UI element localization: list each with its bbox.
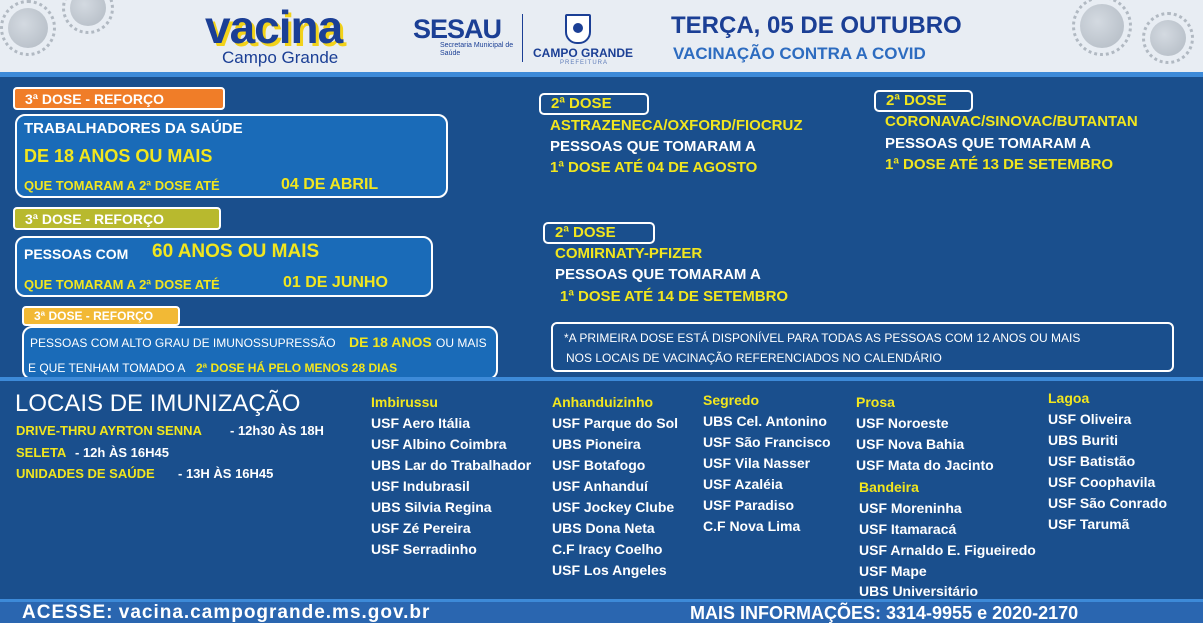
location-item: UBS Universitário bbox=[859, 583, 979, 599]
location-item: USF São Francisco bbox=[703, 434, 831, 450]
region-prosa: Prosa bbox=[856, 394, 895, 410]
location-item: UBS Buriti bbox=[1048, 432, 1118, 448]
notice-line-2: NOS LOCAIS DE VACINAÇÃO REFERENCIADOS NO CALENDÁRIO bbox=[566, 351, 942, 365]
astrazeneca-date: 1ª DOSE ATÉ 04 DE AGOSTO bbox=[550, 159, 758, 176]
region-lagoa: Lagoa bbox=[1048, 390, 1090, 406]
location-item: USF Batistão bbox=[1048, 453, 1136, 469]
location-item: USF Albino Coimbra bbox=[371, 436, 507, 452]
header bbox=[0, 0, 1203, 72]
divider-line bbox=[0, 72, 1203, 77]
unidades-label: UNIDADES DE SAÚDE bbox=[16, 466, 155, 481]
footer-website[interactable] bbox=[22, 602, 430, 624]
sixty-plus-label: PESSOAS COM bbox=[24, 246, 129, 262]
location-item: USF Mata do Jacinto bbox=[856, 457, 994, 473]
virus-icon bbox=[1080, 4, 1124, 48]
location-item: USF Tarumã bbox=[1048, 516, 1130, 532]
location-item: USF Indubrasil bbox=[371, 478, 470, 494]
immuno-age: DE 18 ANOS bbox=[349, 334, 432, 350]
reforco-tab-immunosuppressed: 3ª DOSE - REFORÇO bbox=[22, 306, 180, 326]
location-item: USF Azaléia bbox=[703, 476, 783, 492]
vacina-logo: vacina bbox=[205, 1, 343, 53]
city-name: CAMPO GRANDE bbox=[533, 46, 634, 60]
astrazeneca-people: PESSOAS QUE TOMARAM A bbox=[550, 138, 756, 155]
pfizer-people: PESSOAS QUE TOMARAM A bbox=[555, 266, 761, 283]
location-item: USF Aero Itália bbox=[371, 415, 471, 431]
immuno-label: PESSOAS COM ALTO GRAU DE IMUNOSSUPRESSÃO bbox=[30, 336, 336, 350]
astrazeneca-vaccine: ASTRAZENECA/OXFORD/FIOCRUZ bbox=[550, 117, 803, 134]
region-imbirussu: Imbirussu bbox=[371, 394, 438, 410]
footer-phone-info: MAIS INFORMAÇÕES: 3314-9955 e 2020-2170 bbox=[690, 603, 1079, 623]
location-item: C.F Iracy Coelho bbox=[552, 541, 663, 557]
location-item: USF Jockey Clube bbox=[552, 499, 675, 515]
location-item: USF São Conrado bbox=[1048, 495, 1168, 511]
pfizer-date: 1ª DOSE ATÉ 14 DE SETEMBRO bbox=[560, 288, 789, 305]
date-title: TERÇA, 05 DE OUTUBRO bbox=[671, 12, 962, 39]
seleta-hours: - 12h ÀS 16H45 bbox=[75, 445, 169, 460]
sixty-plus-age: 60 ANOS OU MAIS bbox=[152, 241, 320, 262]
health-workers-label: TRABALHADORES DA SAÚDE bbox=[24, 120, 243, 137]
location-item: USF Parque do Sol bbox=[552, 415, 679, 431]
sixty-plus-dose-date: 01 DE JUNHO bbox=[283, 274, 388, 291]
sesau-logo: SESAU bbox=[413, 14, 502, 44]
vacina-logo-city: Campo Grande bbox=[222, 48, 339, 67]
city-crest-icon bbox=[565, 14, 591, 44]
acesse-label: ACESSE: bbox=[22, 602, 114, 623]
health-workers-dose-label: QUE TOMARAM A 2ª DOSE ATÉ bbox=[24, 178, 220, 193]
immuno-dose-label: E QUE TENHAM TOMADO A bbox=[28, 361, 186, 375]
location-item: USF Zé Pereira bbox=[371, 520, 471, 536]
sesau-subtitle: Secretaria Municipal de Saúde bbox=[440, 42, 514, 57]
drive-thru-label: DRIVE-THRU AYRTON SENNA bbox=[16, 423, 202, 438]
location-item: C.F Nova Lima bbox=[703, 518, 801, 534]
dose-tab-pfizer: 2ª DOSE bbox=[543, 222, 655, 244]
location-item: UBS Lar do Trabalhador bbox=[371, 457, 532, 473]
coronavac-date: 1ª DOSE ATÉ 13 DE SETEMBRO bbox=[885, 156, 1114, 173]
location-item: UBS Cel. Antonino bbox=[703, 413, 827, 429]
virus-icon bbox=[70, 0, 106, 26]
location-item: USF Arnaldo E. Figueiredo bbox=[859, 542, 1036, 558]
region-segredo: Segredo bbox=[703, 392, 760, 408]
health-workers-age: DE 18 ANOS OU MAIS bbox=[24, 146, 213, 166]
seleta-label: SELETA bbox=[16, 445, 67, 460]
virus-icon bbox=[1150, 20, 1186, 56]
location-item: UBS Dona Neta bbox=[552, 520, 655, 536]
notice-line-1: *A PRIMEIRA DOSE ESTÁ DISPONÍVEL PARA TODAS AS PESSOAS COM 12 ANOS OU MAIS bbox=[564, 331, 1081, 345]
location-item: UBS Silvia Regina bbox=[371, 499, 492, 515]
location-item: USF Noroeste bbox=[856, 415, 949, 431]
coronavac-vaccine: CORONAVAC/SINOVAC/BUTANTAN bbox=[885, 113, 1138, 130]
region-bandeira: Bandeira bbox=[859, 479, 919, 495]
location-item: USF Nova Bahia bbox=[856, 436, 965, 452]
reforco-tab-health-workers: 3ª DOSE - REFORÇO bbox=[13, 87, 225, 110]
dose-tab-coronavac: 2ª DOSE bbox=[874, 90, 973, 112]
location-item: UBS Pioneira bbox=[552, 436, 641, 452]
location-item: USF Itamaracá bbox=[859, 521, 957, 537]
location-item: USF Los Angeles bbox=[552, 562, 667, 578]
location-item: USF Serradinho bbox=[371, 541, 477, 557]
location-item: USF Mape bbox=[859, 563, 927, 579]
virus-icon bbox=[8, 8, 48, 48]
region-anhanduizinho: Anhanduizinho bbox=[552, 394, 654, 410]
sixty-plus-dose-label: QUE TOMARAM A 2ª DOSE ATÉ bbox=[24, 277, 220, 292]
dose-tab-astrazeneca: 2ª DOSE bbox=[539, 93, 649, 115]
location-item: USF Vila Nasser bbox=[703, 455, 811, 471]
location-item: USF Moreninha bbox=[859, 500, 962, 516]
coronavac-people: PESSOAS QUE TOMARAM A bbox=[885, 135, 1091, 152]
reforco-tab-60-plus: 3ª DOSE - REFORÇO bbox=[13, 207, 221, 230]
website-url[interactable]: vacina.campogrande.ms.gov.br bbox=[118, 602, 431, 623]
location-item: USF Coophavila bbox=[1048, 474, 1156, 490]
unidades-hours: - 13H ÀS 16H45 bbox=[178, 466, 274, 481]
health-workers-dose-date: 04 DE ABRIL bbox=[281, 176, 379, 193]
logo-divider bbox=[522, 14, 523, 62]
locations-title: LOCAIS DE IMUNIZAÇÃO bbox=[15, 390, 301, 417]
city-prefeitura: PREFEITURA bbox=[560, 60, 609, 66]
footer-margin bbox=[0, 623, 1203, 631]
location-item: USF Botafogo bbox=[552, 457, 646, 473]
campaign-subtitle: VACINAÇÃO CONTRA A COVID bbox=[673, 44, 926, 63]
drive-thru-hours: - 12h30 ÀS 18H bbox=[230, 423, 324, 438]
location-item: USF Oliveira bbox=[1048, 411, 1132, 427]
immuno-dose-condition: 2ª DOSE HÁ PELO MENOS 28 DIAS bbox=[196, 361, 398, 375]
pfizer-vaccine: COMIRNATY-PFIZER bbox=[555, 245, 703, 262]
location-item: USF Paradiso bbox=[703, 497, 795, 513]
immuno-or-more: OU MAIS bbox=[436, 336, 487, 350]
location-item: USF Anhanduí bbox=[552, 478, 648, 494]
